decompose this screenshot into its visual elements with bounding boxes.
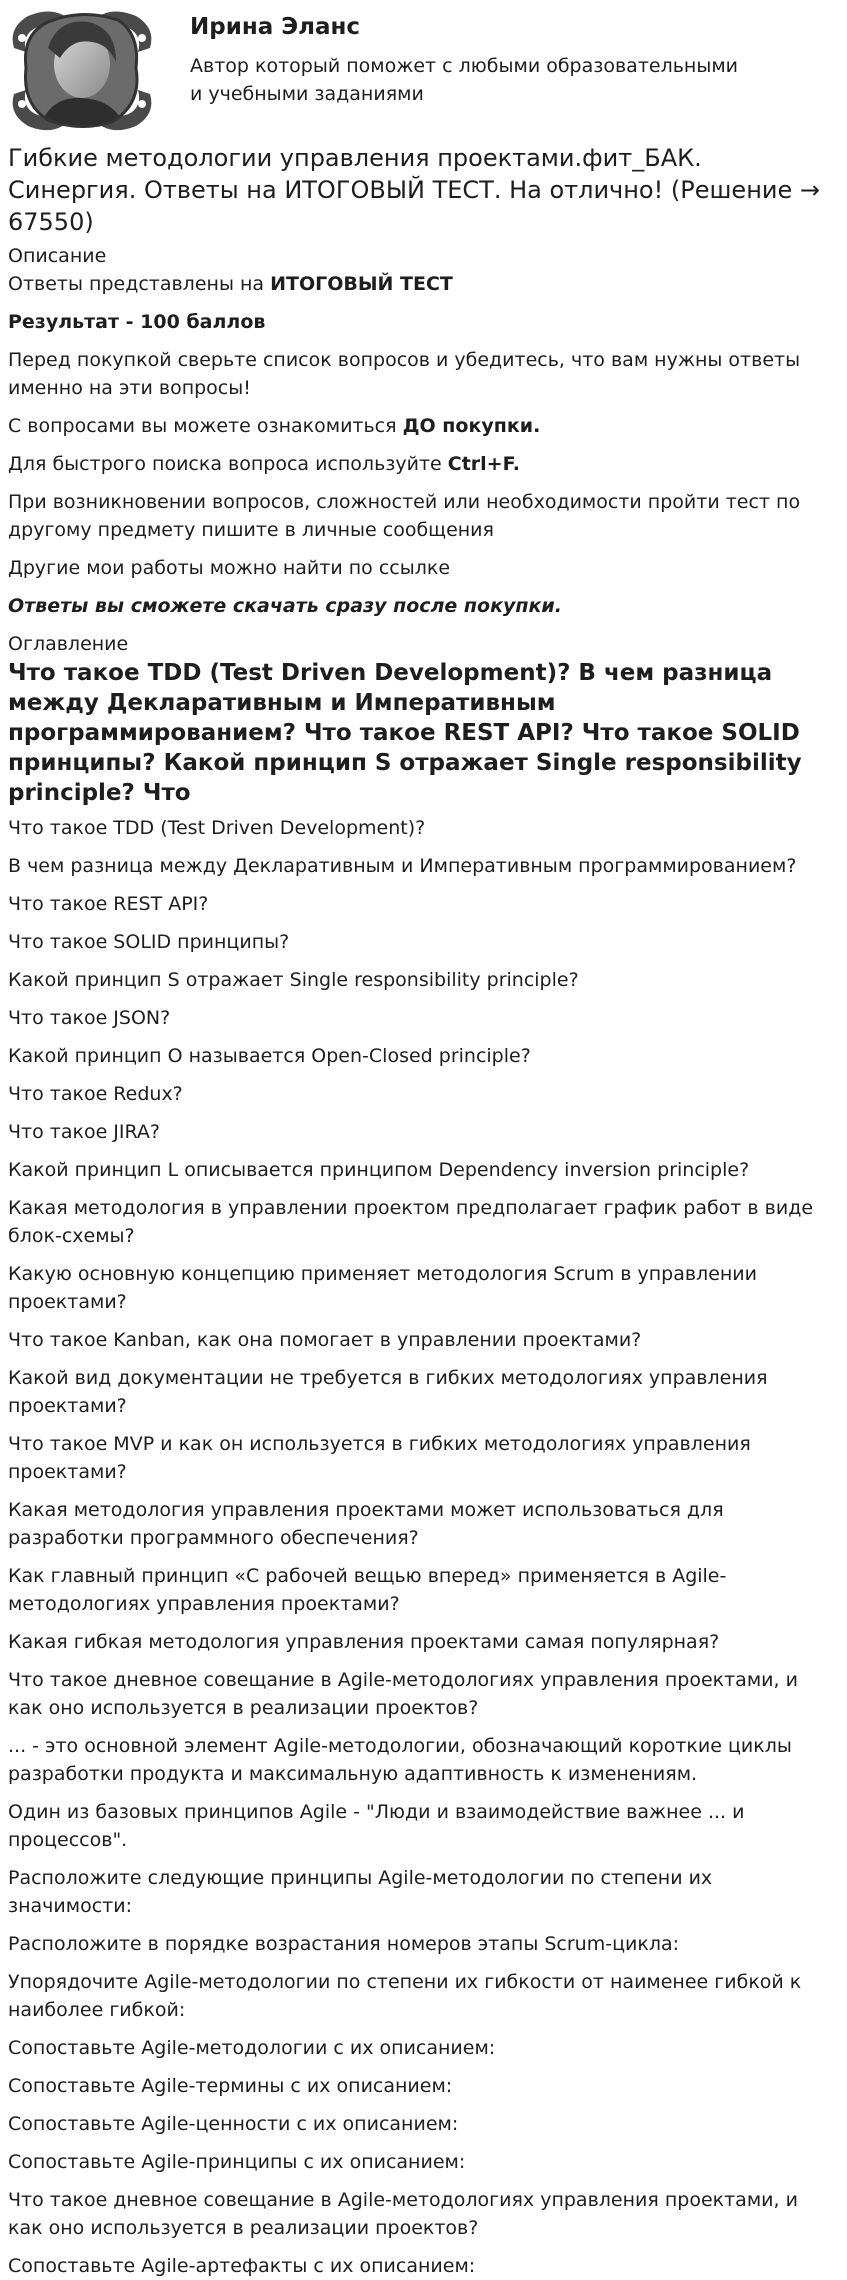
- question-item: Что такое JSON?: [8, 1007, 171, 1029]
- download-note-text: Ответы вы сможете скачать сразу после покупки.: [8, 595, 562, 617]
- question-item: Что такое дневное совещание в Agile-методологиях управления проектами, и как оно используется в реализации проектов?: [8, 2189, 798, 2239]
- question-item: Какой вид документации не требуется в гибких методологиях управления проектами?: [8, 1367, 768, 1417]
- description-section: [8, 270, 823, 620]
- other-works-link[interactable]: Другие мои работы можно найти по ссылке: [8, 557, 451, 579]
- question-item: Что такое дневное совещание в Agile-методологиях управления проектами, и как оно используется в реализации проектов?: [8, 1669, 798, 1719]
- download-note: [8, 592, 823, 620]
- question-item: Какая методология управления проектами может использоваться для разработки программного обеспечения?: [8, 1499, 724, 1549]
- search-line: [8, 450, 823, 478]
- question-item: Что такое Kanban, как она помогает в управлении проектами?: [8, 1329, 642, 1351]
- question-item: Сопоставьте Agile-артефакты с их описанием:: [8, 2255, 476, 2277]
- film-frame-avatar-icon: [8, 8, 156, 132]
- question-item: Расположите следующие принципы Agile-методологии по степени их значимости:: [8, 1867, 713, 1917]
- answers-line: [8, 270, 823, 298]
- question-item: Расположите в порядке возрастания номеров этапы Scrum-цикла:: [8, 1933, 680, 1955]
- toc-label: Оглавление: [8, 633, 129, 655]
- question-item: Сопоставьте Agile-ценности с их описанием:: [8, 2113, 459, 2135]
- question-item: Какая гибкая методология управления проектами самая популярная?: [8, 1631, 720, 1653]
- question-item: Какой принцип S отражает Single responsibility principle?: [8, 969, 579, 991]
- question-list: [8, 814, 823, 2280]
- preview-bold: ДО покупки.: [402, 415, 541, 437]
- author-info: [190, 8, 750, 108]
- answers-line-text: Ответы представлены на: [8, 273, 271, 295]
- question-item: Один из базовых принципов Agile - "Люди и взаимодействие важнее ... и процессов".: [8, 1801, 745, 1851]
- question-item: Что такое MVP и как он используется в гибких методологиях управления проектами?: [8, 1433, 751, 1483]
- question-item: Что такое SOLID принципы?: [8, 931, 290, 953]
- question-item: Как главный принцип «С рабочей вещью вперед» применяется в Agile-методологиях управления проектами?: [8, 1565, 727, 1615]
- question-item: Какая методология в управлении проектом предполагает график работ в виде блок-схемы?: [8, 1197, 814, 1247]
- question-item: Что такое Redux?: [8, 1083, 183, 1105]
- question-item: Сопоставьте Agile-термины с их описанием:: [8, 2075, 453, 2097]
- question-item: Что такое JIRA?: [8, 1121, 161, 1143]
- question-item: Какую основную концепцию применяет методология Scrum в управлении проектами?: [8, 1263, 757, 1313]
- result-text: Результат - 100 баллов: [8, 311, 266, 333]
- question-item: Упорядочите Agile-методологии по степени их гибкости от наименее гибкой к наиболее гибкой:: [8, 1971, 802, 2021]
- author-card: [8, 0, 823, 132]
- question-item: Сопоставьте Agile-методологии с их описанием:: [8, 2037, 496, 2059]
- preview-text: С вопросами вы можете ознакомиться: [8, 415, 403, 437]
- result-line: [8, 308, 823, 336]
- contact-line: При возникновении вопросов, сложностей или необходимости пройти тест по другому предмету пишите в личные сообщения: [8, 491, 801, 541]
- description-label: Описание: [8, 245, 107, 267]
- search-text: Для быстрого поиска вопроса используйте: [8, 453, 448, 475]
- preview-line: [8, 412, 823, 440]
- question-item: В чем разница между Декларативным и Императивным программированием?: [8, 855, 797, 877]
- question-item: Что такое REST API?: [8, 893, 209, 915]
- product-title: Гибкие методологии управления проектами.фит_БАК. Синергия. Ответы на ИТОГОВЫЙ ТЕСТ. На отлично! (Решение → 67550): [8, 144, 820, 236]
- author-name[interactable]: Ирина Эланс: [190, 14, 361, 40]
- question-item: Что такое TDD (Test Driven Development)?: [8, 817, 426, 839]
- question-item: Сопоставьте Agile-принципы с их описанием:: [8, 2151, 466, 2173]
- question-item: Какой принцип O называется Open-Closed principle?: [8, 1045, 531, 1067]
- question-item: Какой принцип L описывается принципом Dependency inversion principle?: [8, 1159, 750, 1181]
- search-bold: Ctrl+F.: [447, 453, 520, 475]
- toc-heading: Что такое TDD (Test Driven Development)? В чем разница между Декларативным и Императивным программированием? Что такое REST API? Что такое SOLID принципы? Какой принцип S отражает Single responsibility principle? Что: [8, 660, 802, 806]
- author-avatar[interactable]: [8, 8, 156, 132]
- check-line: Перед покупкой сверьте список вопросов и убедитесь, что вам нужны ответы именно на эти вопросы!: [8, 349, 801, 399]
- author-description: Автор который поможет с любыми образовательными и учебными заданиями: [190, 55, 739, 105]
- question-item: ... - это основной элемент Agile-методологии, обозначающий короткие циклы разработки продукта и максимальную адаптивность к изменениям.: [8, 1735, 792, 1785]
- answers-line-bold: ИТОГОВЫЙ ТЕСТ: [270, 273, 453, 295]
